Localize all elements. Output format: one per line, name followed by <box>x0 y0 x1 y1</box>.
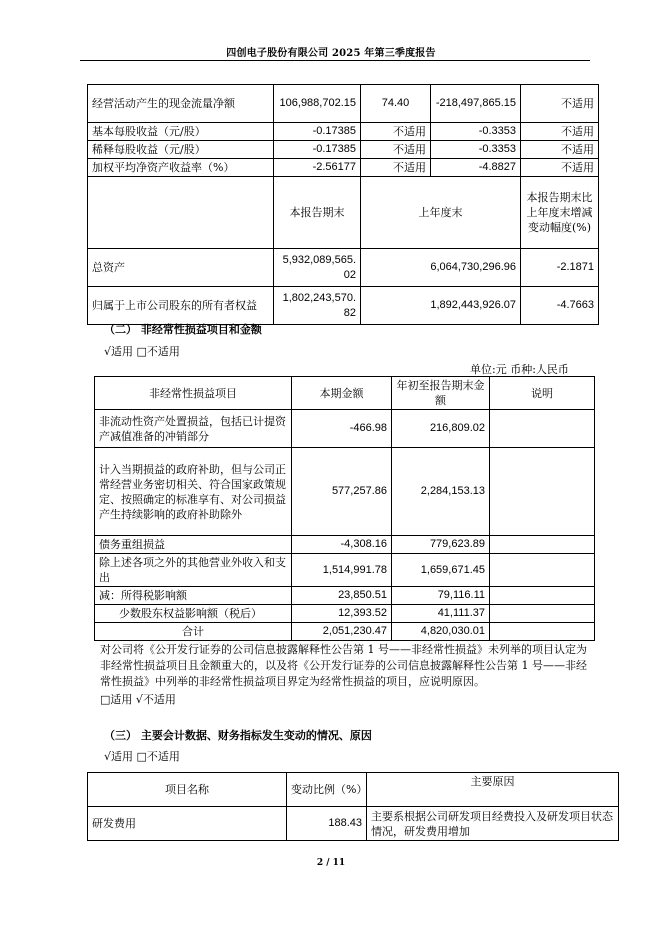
ytd-cell: 4,820,030.01 <box>392 623 490 641</box>
col-change-ratio: 变动比例（%） <box>287 773 367 807</box>
table-row <box>95 587 595 605</box>
note-applicability-checkbox: □适用 √不适用 <box>100 693 176 706</box>
page-number: 2 / 11 <box>316 858 346 868</box>
table-row <box>95 605 595 623</box>
ytd-cell: 79,116.11 <box>392 587 490 605</box>
current-value: -0.17385 <box>274 141 361 159</box>
current-cell: 2,051,230.47 <box>292 623 392 641</box>
ytd-pct: 不适用 <box>521 141 599 159</box>
table-row <box>95 410 595 448</box>
current-value: -2.56177 <box>274 159 361 177</box>
current-pct: 不适用 <box>361 141 431 159</box>
change-ratio-cell: 188.43 <box>287 807 367 841</box>
item-cell: 非流动性资产处置损益，包括已计提资产减值准备的冲销部分 <box>95 410 292 448</box>
applicability-checkbox: √适用 □不适用 <box>104 750 180 763</box>
applicability-checkbox: √适用 □不适用 <box>104 345 180 358</box>
ytd-value: -218,497,865.15 <box>431 85 521 123</box>
item-cell: 除上述各项之外的其他营业外收入和支出 <box>95 554 292 587</box>
ytd-cell: 779,623.89 <box>392 536 490 554</box>
current-pct: 不适用 <box>361 123 431 141</box>
ytd-cell: 1,659,671.45 <box>392 554 490 587</box>
item-cell: 合计 <box>95 623 292 641</box>
current-value: -0.17385 <box>274 123 361 141</box>
table-row <box>88 807 619 841</box>
item-cell: 少数股东权益影响额（税后） <box>95 605 292 623</box>
col-change-pct: 本报告期末比上年度末增减变动幅度(%) <box>521 177 599 249</box>
current-pct: 不适用 <box>361 159 431 177</box>
empty-cell <box>88 177 274 249</box>
table-row <box>88 123 599 141</box>
current-value: 5,932,089,565.02 <box>274 249 361 287</box>
table-row <box>88 141 599 159</box>
table-header <box>95 377 595 410</box>
note-cell <box>490 623 595 641</box>
row-label: 加权平均净资产收益率（%） <box>88 159 274 177</box>
section-title-nonrecurring: （二） 非经常性损益项目和金额 <box>104 323 262 336</box>
header-divider <box>80 60 590 61</box>
col-ytd: 年初至报告期末金额 <box>392 377 490 410</box>
ytd-cell: 216,809.02 <box>392 410 490 448</box>
item-name-cell: 研发费用 <box>88 807 287 841</box>
note-cell <box>490 554 595 587</box>
note-cell <box>490 536 595 554</box>
key-financial-table <box>87 84 599 325</box>
current-cell: 12,393.52 <box>292 605 392 623</box>
table-subheader <box>88 177 599 249</box>
row-label: 稀释每股收益（元/股） <box>88 141 274 159</box>
table-row <box>95 554 595 587</box>
item-cell: 债务重组损益 <box>95 536 292 554</box>
ytd-pct: 不适用 <box>521 123 599 141</box>
table-row <box>88 159 599 177</box>
col-prior-year-end: 上年度末 <box>361 177 521 249</box>
table-row-total <box>95 623 595 641</box>
col-item-name: 项目名称 <box>88 773 287 807</box>
ytd-value: -4.8827 <box>431 159 521 177</box>
change-value: -4.7663 <box>521 287 599 325</box>
table-row <box>95 536 595 554</box>
item-cell: 减：所得税影响额 <box>95 587 292 605</box>
row-label: 经营活动产生的现金流量净额 <box>88 85 274 123</box>
prior-value: 1,892,443,926.07 <box>361 287 521 325</box>
ytd-value: -0.3353 <box>431 141 521 159</box>
current-value: 106,988,702.15 <box>274 85 361 123</box>
changes-table <box>87 772 619 841</box>
current-cell: 1,514,991.78 <box>292 554 392 587</box>
change-value: -2.1871 <box>521 249 599 287</box>
current-cell: 23,850.51 <box>292 587 392 605</box>
table-header <box>88 773 619 807</box>
current-pct: 74.40 <box>361 85 431 123</box>
nonrecurring-table <box>94 376 595 641</box>
ytd-pct: 不适用 <box>521 159 599 177</box>
current-value: 1,802,243,570.82 <box>274 287 361 325</box>
col-item: 非经常性损益项目 <box>95 377 292 410</box>
note-cell <box>490 605 595 623</box>
page-header: 四创电子股份有限公司 2025 年第三季度报告 <box>226 48 436 59</box>
col-note: 说明 <box>490 377 595 410</box>
table-row <box>88 85 599 123</box>
row-label: 总资产 <box>88 249 274 287</box>
ytd-value: -0.3353 <box>431 123 521 141</box>
row-label: 基本每股收益（元/股） <box>88 123 274 141</box>
current-cell: -466.98 <box>292 410 392 448</box>
unit-currency: 单位:元 币种:人民币 <box>470 363 569 376</box>
section-title-changes: （三） 主要会计数据、财务指标发生变动的情况、原因 <box>104 729 372 742</box>
note-cell <box>490 448 595 536</box>
ytd-cell: 2,284,153.13 <box>392 448 490 536</box>
col-current: 本期金额 <box>292 377 392 410</box>
col-main-reason: 主要原因 <box>367 773 619 807</box>
explanation-note: 对公司将《公开发行证券的公司信息披露解释性公告第 1 号——非经常性损益》未列举的项目认定为非经常性损益项目且金额重大的，以及将《公开发行证券的公司信息披露解释性公告第 1 号——非经常性损益》中列举的非经常性损益项目界定为经常性损益的项目，应说明原因。 <box>100 643 587 688</box>
row-label: 归属于上市公司股东的所有者权益 <box>88 287 274 325</box>
col-current-period-end: 本报告期末 <box>274 177 361 249</box>
note-cell <box>490 587 595 605</box>
ytd-cell: 41,111.37 <box>392 605 490 623</box>
item-cell: 计入当期损益的政府补助，但与公司正常经营业务密切相关、符合国家政策规定、按照确定的标准享有、对公司损益产生持续影响的政府补助除外 <box>95 448 292 536</box>
prior-value: 6,064,730,296.96 <box>361 249 521 287</box>
ytd-pct: 不适用 <box>521 85 599 123</box>
table-row <box>88 249 599 287</box>
table-row <box>88 287 599 325</box>
reason-cell: 主要系根据公司研发项目经费投入及研发项目状态情况，研发费用增加 <box>367 807 619 841</box>
current-cell: -4,308.16 <box>292 536 392 554</box>
note-cell <box>490 410 595 448</box>
table-row <box>95 448 595 536</box>
current-cell: 577,257.86 <box>292 448 392 536</box>
